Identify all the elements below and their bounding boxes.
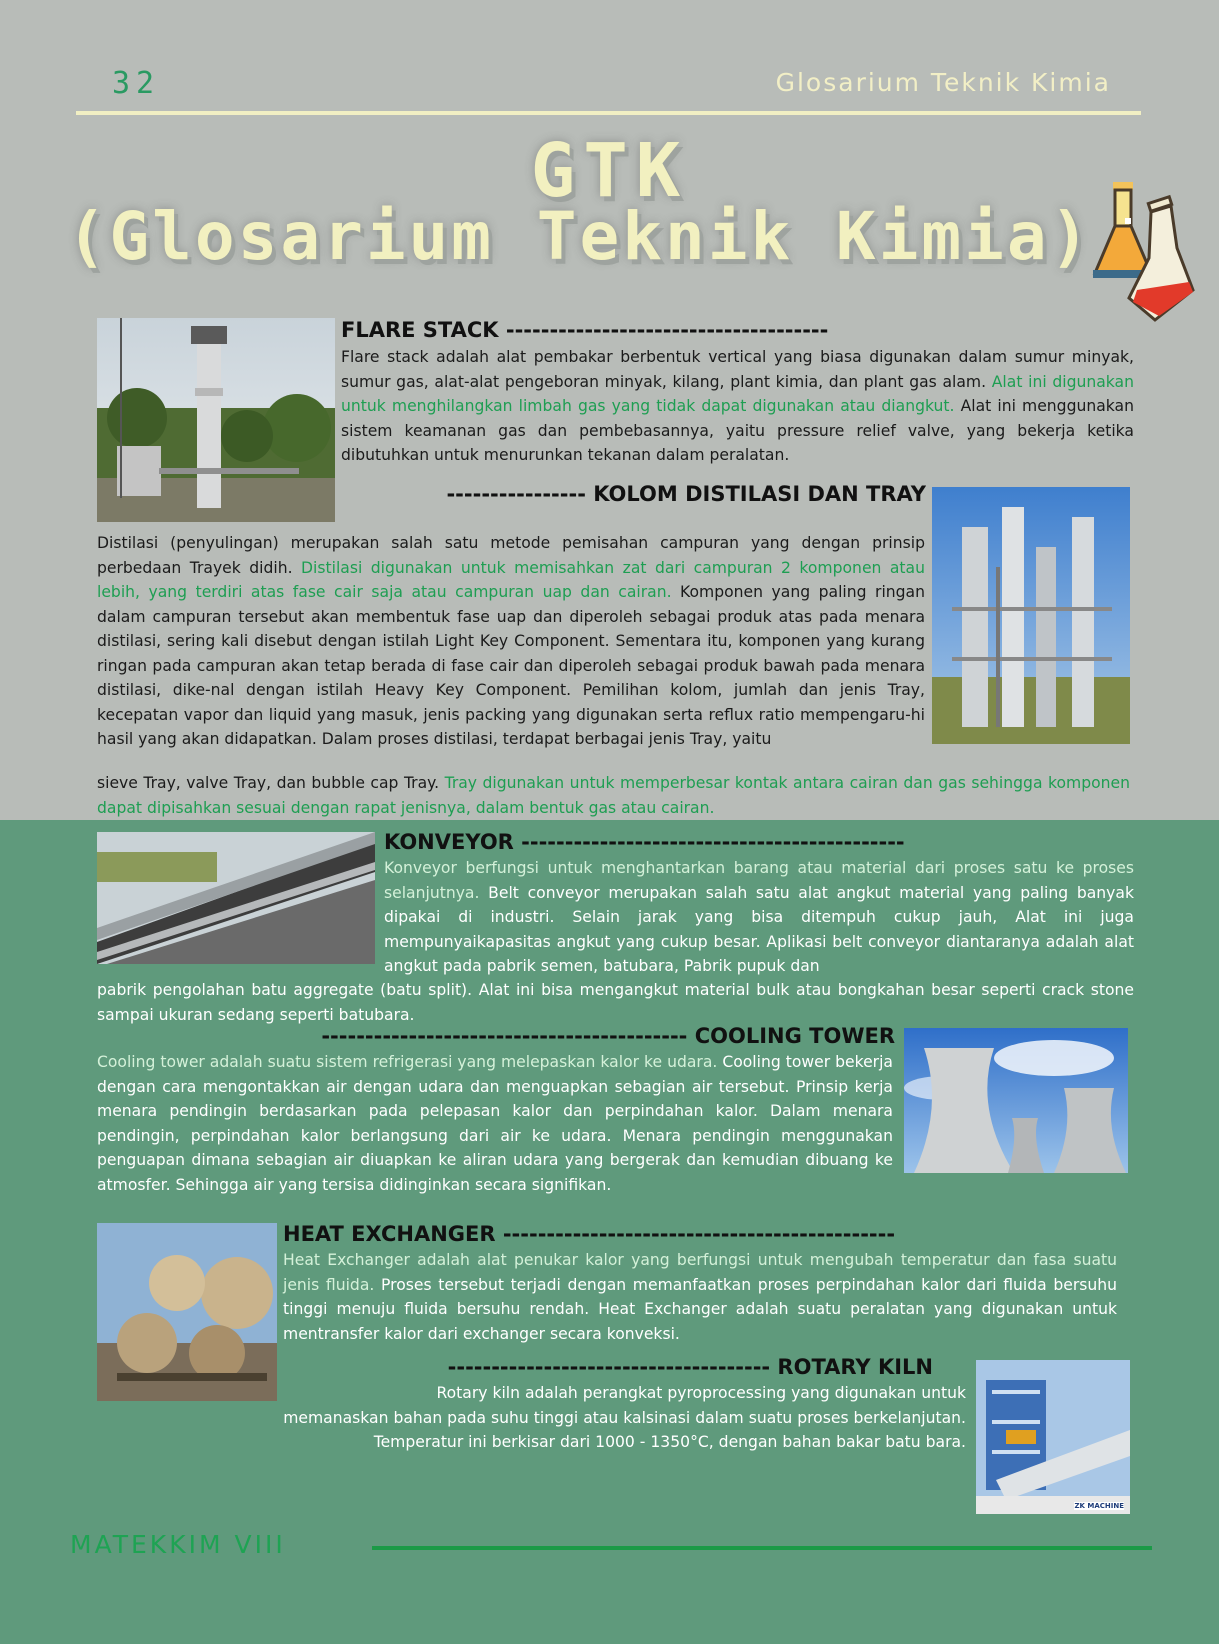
distillation-column-photo — [932, 487, 1130, 744]
flare-stack-photo — [97, 318, 335, 522]
flare-stack-text-1: Flare stack adalah alat pembakar berbentuk vertical yang biasa digunakan dalam sumur minyak, sumur gas, alat-alat pengeboran minyak, kilang, plant kimia, dan plant gas alam. — [341, 348, 1134, 391]
cooling-tower-text — [97, 1050, 893, 1197]
distilasi-text-1: Distilasi (penyulingan) merupakan salah satu metode pemisahan campuran yang dengan prinsip perbedaan Trayek didih. — [97, 534, 925, 577]
title-line-1: GTK — [530, 128, 689, 214]
heat-exchanger-highlight: Heat Exchanger adalah alat penukar kalor yang berfungsi untuk mengubah temperatur dan fasa suatu jenis fluida. — [283, 1251, 1117, 1294]
zk-machine-logo: ZK MACHINE — [1074, 1502, 1124, 1510]
rotary-kiln-line-1: Rotary kiln adalah perangkat pyroprocessing yang digunakan untuk — [436, 1384, 966, 1402]
cooling-tower-heading: ------------------------------------------ COOLING TOWER — [321, 1024, 895, 1048]
rotary-kiln-text — [120, 1381, 966, 1455]
distilasi-highlight-1: Distilasi digunakan untuk memisahkan zat dari campuran 2 komponen atau lebih, yang terdiri atas fase cair saja atau campuran uap dan cairan. — [97, 558, 925, 601]
distilasi-text-3: sieve Tray, valve Tray, dan bubble cap Tray. — [97, 774, 445, 792]
heat-exchanger-text-1: Proses tersebut terjadi dengan memanfaatkan proses perpindahan kalor dari fluida bersuhu tinggi menuju fluida bersuhu rendah. Heat Exchanger adalah suatu peralatan yang digunakan untuk mentransfer kalor dari exchanger secara konveksi. — [283, 1275, 1118, 1343]
flare-stack-text — [341, 345, 1134, 468]
flare-stack-heading: FLARE STACK ------------------------------------- — [341, 318, 829, 342]
cooling-tower-highlight: Cooling tower adalah suatu sistem refrigerasi yang melepaskan kalor ke udara. — [97, 1053, 718, 1071]
heat-exchanger-photo — [97, 1223, 277, 1401]
header-rule — [76, 111, 1141, 115]
konveyor-text-1: Belt conveyor merupakan salah satu alat angkut material yang paling banyak dipakai di industri. Selain jarak yang bisa ditempuh cukup jauh, Alat ini juga mempunyaikapasitas angkut yang cukup besar. Aplikasi belt conveyor diantaranya adalah alat angkut pada pabrik semen, batubara, Pabrik pupuk dan — [384, 883, 1134, 975]
flare-stack-text-2: Alat ini menggunakan sistem keamanan gas dan pembebasannya, yaitu pressure relief valve, yang bekerja ketika dibutuhkan untuk menurunkan tekanan dalam peralatan. — [341, 397, 1134, 464]
heat-exchanger-text — [283, 1248, 1117, 1346]
chemistry-flask-icon — [1085, 178, 1200, 328]
distilasi-text-2: Komponen yang paling ringan dalam campuran tersebut akan membentuk fase uap dan diperoleh sebagai produk atas pada menara distilasi, sering kali disebut dengan istilah Light Key Component. Sementara itu, komponen yang kurang ringan pada campuran akan tetap berada di fase cair dan diperoleh sebagai produk bawah pada menara distilasi, dike-nal dengan istilah Heavy Key Component. Pemilihan kolom, jumlah dan jenis Tray, kecepatan vapor dan liquid yang masuk, jenis packing yang digunakan serta reflux ratio mempengaru-hi hasil yang akan didapatkan. Dalam proses distilasi, terdapat berbagai jenis Tray, yaitu — [97, 583, 925, 748]
distilasi-text-continued — [97, 771, 1130, 820]
footer-rule — [372, 1546, 1152, 1550]
title-line-2: (Glosarium Teknik Kimia) — [66, 198, 1093, 275]
heat-exchanger-heading: HEAT EXCHANGER --------------------------------------------- — [283, 1222, 896, 1246]
distilasi-highlight-2: Tray digunakan untuk memperbesar kontak antara cairan dan gas sehingga komponen dapat dipisahkan sesuai dengan rapat jenisnya, dalam bentuk gas atau cairan. — [97, 774, 1130, 817]
cooling-tower-photo — [904, 1028, 1128, 1173]
running-title: Glosarium Teknik Kimia — [775, 68, 1111, 97]
rotary-kiln-line-2: memanaskan bahan pada suhu tinggi atau kalsinasi dalam suatu proses berkelanjutan. — [283, 1408, 966, 1427]
rotary-kiln-photo — [976, 1360, 1130, 1514]
distilasi-text — [97, 531, 925, 752]
konveyor-highlight: Konveyor berfungsi untuk menghantarkan barang atau material dari proses satu ke proses selanjutnya. — [384, 859, 1134, 902]
konveyor-text-continued: pabrik pengolahan batu aggregate (batu split). Alat ini bisa mengangkut material bulk atau bongkahan besar seperti crack stone sampai ukuran sedang seperti batubara. — [97, 981, 1134, 1024]
distilasi-heading: ---------------- KOLOM DISTILASI DAN TRAY — [446, 482, 926, 506]
flare-stack-highlight: Alat ini digunakan untuk menghilangkan limbah gas yang tidak dapat digunakan atau diangkut. — [341, 372, 1134, 415]
footer-text: MATEKKIM VIII — [70, 1530, 286, 1559]
rotary-kiln-heading: ------------------------------------- ROTARY KILN — [447, 1355, 933, 1379]
page-number: 32 — [112, 66, 161, 101]
conveyor-photo — [97, 832, 375, 964]
rotary-kiln-line-3: Temperatur ini berkisar dari 1000 - 1350°C, dengan bahan bakar batu bara. — [373, 1433, 966, 1451]
konveyor-heading: KONVEYOR -------------------------------------------- — [384, 830, 905, 854]
cooling-tower-text-1: Cooling tower bekerja dengan cara mengontakkan air dengan udara dan menguapkan sebagian air tersebut. Prinsip kerja menara pendingin berdasarkan pada pelepasan kalor dan perpindahan kalor. Dalam menara pendingin, perpindahan kalor berlangsung dari air ke udara. Menara pendingin menggunakan penguapan dimana sebagian air diuapkan ke aliran udara yang bergerak dan kemudian dibuang ke atmosfer. Sehingga air yang tersisa didinginkan secara signifikan. — [97, 1053, 893, 1194]
konveyor-text — [384, 856, 1134, 979]
